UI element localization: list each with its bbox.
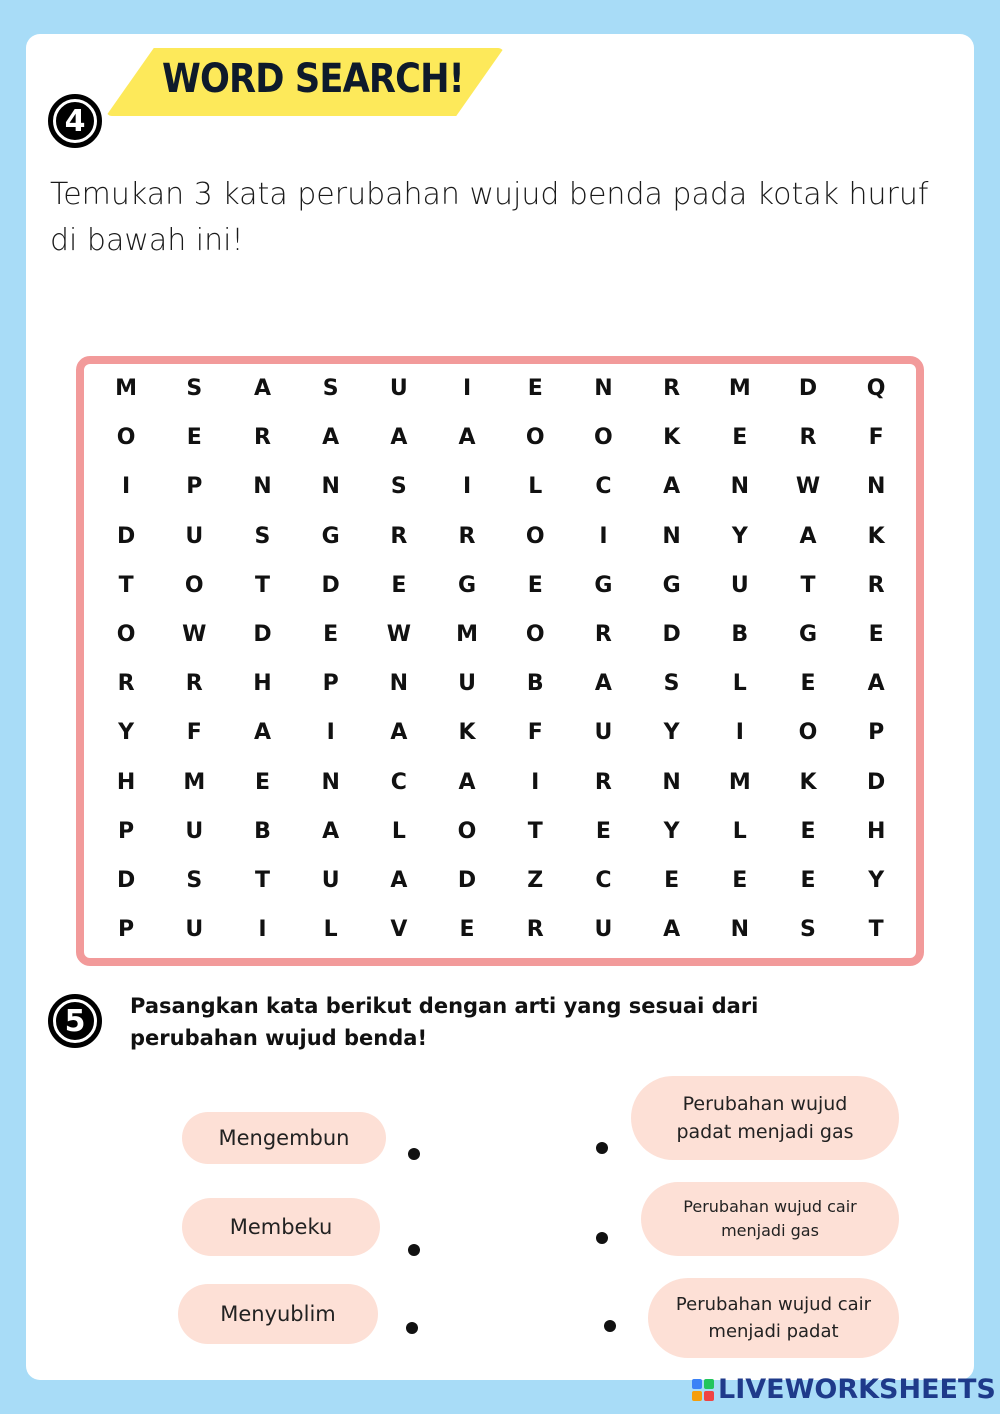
section-5-badge	[48, 994, 102, 1048]
grid-letter[interactable]: T	[527, 818, 543, 844]
grid-letter[interactable]: E	[868, 622, 884, 648]
grid-letter[interactable]: M	[456, 622, 478, 648]
grid-letter[interactable]: S	[186, 867, 203, 893]
grid-letter[interactable]: U	[730, 572, 749, 598]
grid-letter[interactable]: E	[800, 671, 816, 697]
grid-letter[interactable]: R	[185, 671, 203, 697]
right-dot-1[interactable]	[596, 1142, 608, 1154]
grid-letter[interactable]: E	[459, 917, 475, 943]
grid-letter[interactable]: L	[323, 917, 338, 943]
grid-letter[interactable]: D	[116, 523, 136, 549]
grid-letter[interactable]: E	[391, 572, 407, 598]
grid-letter[interactable]: T	[868, 917, 884, 943]
grid-letter[interactable]: D	[253, 622, 272, 648]
grid-letter[interactable]: R	[663, 376, 681, 402]
grid-letter[interactable]: D	[116, 867, 136, 893]
grid-letter[interactable]: Z	[527, 867, 544, 893]
meaning-cair-padat[interactable]: Perubahan wujud cair menjadi padat	[648, 1278, 899, 1358]
grid-letter[interactable]: P	[186, 474, 203, 500]
grid-letter[interactable]: I	[326, 720, 335, 746]
grid-letter[interactable]: G	[594, 572, 613, 598]
grid-letter[interactable]: O	[594, 425, 613, 451]
grid-letter[interactable]: E	[800, 867, 816, 893]
grid-letter[interactable]: L	[391, 818, 406, 844]
grid-letter[interactable]: U	[389, 376, 408, 402]
grid-letter[interactable]: E	[323, 622, 339, 648]
section-5-number: 5	[53, 999, 97, 1043]
grid-letter[interactable]: I	[462, 376, 472, 402]
grid-letter[interactable]: G	[798, 622, 817, 648]
section-4-number: 4	[53, 99, 97, 143]
grid-letter[interactable]: O	[457, 818, 477, 844]
grid-letter[interactable]: Y	[868, 867, 885, 893]
grid-letter[interactable]: G	[662, 572, 681, 598]
grid-letter[interactable]: N	[662, 523, 681, 549]
logo-text: LIVEWORKSHEETS	[718, 1374, 996, 1405]
grid-letter[interactable]: H	[116, 769, 136, 795]
grid-letter[interactable]: U	[185, 818, 204, 844]
grid-letter[interactable]: S	[254, 523, 271, 549]
grid-letter[interactable]: V	[390, 917, 408, 943]
grid-letter[interactable]: T	[254, 572, 270, 598]
section-5-instruction: Pasangkan kata berikut dengan arti yang sesuai dari perubahan wujud benda!	[130, 994, 759, 1050]
term-menyublim[interactable]: Menyublim	[178, 1284, 378, 1344]
grid-letter[interactable]: L	[528, 474, 543, 500]
grid-letter[interactable]: E	[732, 425, 748, 451]
grid-letter[interactable]: A	[799, 523, 817, 549]
grid-letter[interactable]: B	[731, 622, 749, 648]
grid-letter[interactable]: D	[321, 572, 340, 598]
word-search-grid	[92, 364, 910, 954]
grid-letter[interactable]: A	[867, 671, 885, 697]
grid-letter[interactable]: I	[599, 523, 608, 549]
grid-letter[interactable]: G	[321, 523, 340, 549]
grid-letter[interactable]: U	[594, 917, 613, 943]
left-dot-2[interactable]	[408, 1244, 420, 1256]
grid-letter[interactable]: D	[798, 376, 818, 402]
grid-letter[interactable]: E	[732, 867, 748, 893]
grid-letter[interactable]: R	[867, 572, 885, 598]
grid-letter[interactable]: I	[258, 917, 267, 943]
grid-letter[interactable]: B	[254, 818, 271, 844]
grid-letter[interactable]: R	[117, 671, 135, 697]
grid-letter[interactable]: L	[732, 818, 747, 844]
grid-letter[interactable]: R	[253, 425, 271, 451]
grid-letter[interactable]: W	[386, 622, 411, 648]
grid-letter[interactable]: N	[730, 474, 749, 500]
grid-letter[interactable]: N	[730, 917, 749, 943]
grid-letter[interactable]: P	[118, 917, 135, 943]
grid-letter[interactable]: E	[595, 818, 611, 844]
grid-letter[interactable]: E	[527, 376, 543, 402]
grid-letter[interactable]: A	[594, 671, 612, 697]
grid-letter[interactable]: H	[253, 671, 272, 697]
grid-letter[interactable]: K	[663, 425, 681, 451]
grid-letter[interactable]: M	[115, 376, 138, 402]
grid-letter[interactable]: K	[867, 523, 885, 549]
grid-letter[interactable]: O	[116, 425, 136, 451]
grid-letter[interactable]: A	[390, 867, 408, 893]
grid-letter[interactable]: C	[595, 474, 612, 500]
grid-letter[interactable]: I	[462, 474, 472, 500]
grid-letter[interactable]: P	[322, 671, 339, 697]
grid-letter[interactable]: W	[182, 622, 207, 648]
grid-letter[interactable]: S	[663, 671, 680, 697]
grid-letter[interactable]: A	[458, 769, 476, 795]
grid-letter[interactable]: A	[322, 425, 340, 451]
logo-icon	[692, 1379, 714, 1401]
grid-letter[interactable]: S	[322, 376, 339, 402]
word-search-box	[76, 356, 924, 966]
grid-letter[interactable]: O	[525, 523, 545, 549]
grid-letter[interactable]: Y	[731, 523, 748, 549]
liveworksheets-logo[interactable]	[692, 1374, 996, 1405]
grid-letter[interactable]: A	[253, 376, 271, 402]
grid-letter[interactable]: N	[321, 474, 340, 500]
grid-letter[interactable]: N	[253, 474, 272, 500]
term-mengembun[interactable]: Mengembun	[182, 1112, 386, 1164]
grid-letter[interactable]: O	[525, 622, 545, 648]
grid-letter[interactable]: K	[458, 720, 476, 746]
grid-letter[interactable]: M	[728, 376, 751, 402]
grid-letter[interactable]: E	[800, 818, 816, 844]
grid-letter[interactable]: D	[457, 867, 477, 893]
meaning-cair-gas[interactable]: Perubahan wujud cair menjadi gas	[641, 1182, 899, 1256]
grid-letter[interactable]: T	[800, 572, 816, 598]
grid-letter[interactable]: U	[458, 671, 476, 697]
grid-letter[interactable]: B	[526, 671, 544, 697]
grid-letter[interactable]: S	[186, 376, 203, 402]
grid-letter[interactable]: E	[254, 769, 270, 795]
grid-letter[interactable]: D	[662, 622, 681, 648]
grid-letter[interactable]: Y	[118, 720, 135, 746]
grid-letter[interactable]: A	[322, 818, 340, 844]
grid-letter[interactable]: A	[663, 917, 681, 943]
grid-letter[interactable]: R	[594, 769, 612, 795]
grid-letter[interactable]: I	[531, 769, 540, 795]
right-dot-3[interactable]	[604, 1320, 616, 1332]
grid-letter[interactable]: D	[867, 769, 886, 795]
grid-letter[interactable]: I	[735, 720, 744, 746]
grid-letter[interactable]: U	[185, 523, 204, 549]
grid-letter[interactable]: M	[728, 769, 751, 795]
grid-letter[interactable]: O	[116, 622, 136, 648]
grid-letter[interactable]: N	[389, 671, 409, 697]
grid-letter[interactable]: T	[254, 867, 270, 893]
grid-letter[interactable]: Y	[663, 818, 680, 844]
grid-letter[interactable]: P	[868, 720, 885, 746]
grid-letter[interactable]: E	[664, 867, 680, 893]
grid-letter[interactable]: R	[799, 425, 817, 451]
grid-letter[interactable]: U	[185, 917, 204, 943]
section-4-badge	[48, 94, 102, 148]
grid-letter[interactable]: S	[390, 474, 407, 500]
grid-letter[interactable]: K	[799, 769, 817, 795]
grid-letter[interactable]: A	[390, 720, 408, 746]
grid-letter[interactable]: R	[458, 523, 476, 549]
meaning-padat-gas[interactable]: Perubahan wujud padat menjadi gas	[631, 1076, 899, 1160]
grid-letter[interactable]: H	[866, 818, 886, 844]
grid-letter[interactable]: W	[795, 474, 821, 500]
grid-letter[interactable]: C	[595, 867, 612, 893]
grid-letter[interactable]: N	[662, 769, 681, 795]
grid-letter[interactable]: A	[458, 425, 476, 451]
grid-letter[interactable]: U	[321, 867, 340, 893]
grid-letter[interactable]: P	[118, 818, 135, 844]
grid-letter[interactable]: L	[732, 671, 747, 697]
grid-letter[interactable]: A	[663, 474, 681, 500]
left-dot-3[interactable]	[406, 1322, 418, 1334]
section-4-title: WORD SEARCH!	[162, 56, 464, 102]
grid-letter[interactable]: O	[525, 425, 545, 451]
grid-letter[interactable]: F	[868, 425, 884, 451]
grid-letter[interactable]: F	[527, 720, 543, 746]
grid-letter[interactable]: Y	[663, 720, 680, 746]
grid-letter[interactable]: E	[527, 572, 543, 598]
section-4-instruction: Temukan 3 kata perubahan wujud benda pada kotak huruf di bawah ini!	[50, 177, 929, 258]
grid-letter[interactable]: U	[594, 720, 613, 746]
term-membeku[interactable]: Membeku	[182, 1198, 380, 1256]
grid-letter[interactable]: A	[390, 425, 408, 451]
grid-letter[interactable]: G	[458, 572, 477, 598]
grid-letter[interactable]: N	[321, 769, 340, 795]
grid-letter[interactable]: N	[866, 474, 886, 500]
grid-letter[interactable]: I	[122, 474, 131, 500]
grid-letter[interactable]: R	[526, 917, 544, 943]
grid-letter[interactable]: A	[253, 720, 271, 746]
grid-letter[interactable]: Q	[866, 376, 886, 402]
left-dot-1[interactable]	[408, 1148, 420, 1160]
grid-letter[interactable]: M	[183, 769, 206, 795]
grid-letter[interactable]: F	[186, 720, 202, 746]
grid-letter[interactable]: N	[594, 376, 613, 402]
right-dot-2[interactable]	[596, 1232, 608, 1244]
grid-letter[interactable]: S	[800, 917, 816, 943]
grid-letter[interactable]: O	[798, 720, 818, 746]
grid-letter[interactable]: R	[594, 622, 612, 648]
grid-letter[interactable]: T	[118, 572, 134, 598]
grid-letter[interactable]: E	[186, 425, 202, 451]
grid-letter[interactable]: R	[390, 523, 408, 549]
grid-letter[interactable]: O	[184, 572, 204, 598]
grid-letter[interactable]: C	[390, 769, 407, 795]
